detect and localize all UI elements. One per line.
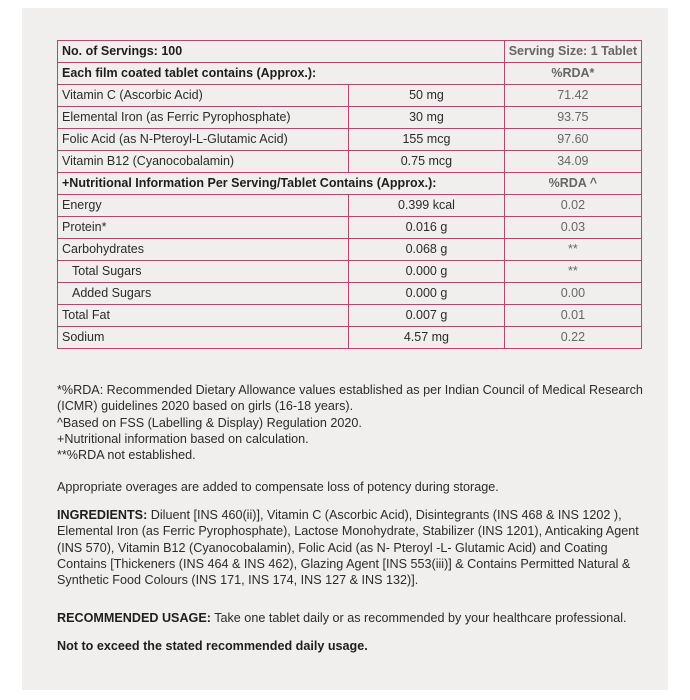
ingredients-line: Synthetic Food Colours (INS 171, INS 174, INS 127 & INS 132)]. [57,573,419,588]
nutrient-amount: 155 mcg [349,129,505,151]
nutrient-name: Carbohydrates [58,239,349,261]
footnote-calculation: +Nutritional information based on calculation. [57,431,309,446]
nutrient-amount: 0.000 g [349,261,505,283]
nutrient-rda: 97.60 [504,129,641,151]
nutrient-amount: 0.016 g [349,217,505,239]
overages-text: Appropriate overages are added to compensate loss of potency during storage. [57,480,499,494]
nutrient-name: Sodium [58,327,349,349]
nutrition-table [57,40,642,349]
table-header-row [58,41,642,63]
nutrient-name: Total Sugars [58,261,349,283]
nutrient-rda: 0.22 [504,327,641,349]
nutrient-rda: 0.03 [504,217,641,239]
nutrient-rda: 34.09 [504,151,641,173]
nutrient-amount: 0.007 g [349,305,505,327]
nutrient-rda: 93.75 [504,107,641,129]
usage-text: Take one tablet daily or as recommended by your healthcare professional. [210,611,627,625]
nutrient-rda: ** [504,261,641,283]
nutrient-amount: 4.57 mg [349,327,505,349]
nutrient-amount: 30 mg [349,107,505,129]
table-row [58,129,642,151]
nutrient-rda: 0.02 [504,195,641,217]
table-row [58,195,642,217]
usage-label: RECOMMENDED USAGE: [57,611,211,625]
nutrient-name: Elemental Iron (as Ferric Pyrophosphate) [58,107,349,129]
table-row [58,305,642,327]
usage-block [57,610,657,626]
nutrient-name: Folic Acid (as N-Pteroyl-L-Glutamic Acid) [58,129,349,151]
footnote-not-established: **%RDA not established. [57,448,196,463]
footnote-rda-line1: *%RDA: Recommended Dietary Allowance values established as per Indian Council of Medical Research [57,383,643,397]
ingredients-block [57,507,657,588]
footnotes [57,382,657,463]
nutrient-name: Protein* [58,217,349,239]
section2-header-row [58,173,642,195]
table-row [58,327,642,349]
serving-size-label: Serving Size: 1 Tablet [504,41,641,63]
section2-title: +Nutritional Information Per Serving/Tablet Contains (Approx.): [58,173,505,195]
ingredients-line: Diluent [INS 460(ii)], Vitamin C (Ascorbic Acid), Disintegrants (INS 468 & INS 1202 ), [147,508,622,522]
ingredients-line: (INS 570), Vitamin B12 (Cyanocobalamin), Folic Acid (as N- Pteroyl -L- Glutamic Acid) and Coating [57,540,608,555]
nutrient-amount: 50 mg [349,85,505,107]
section1-rda-header: %RDA* [504,63,641,85]
section1-header-row [58,63,642,85]
footnote-rda-line2: (ICMR) guidelines 2020 based on girls (16-18 years). [57,399,354,414]
table-row [58,239,642,261]
nutrient-rda: 0.00 [504,283,641,305]
section1-title: Each film coated tablet contains (Approx.): [58,63,505,85]
ingredients-label: INGREDIENTS: [57,508,148,522]
footnote-fss: ^Based on FSS (Labelling & Display) Regulation 2020. [57,415,362,430]
section2-rda-header: %RDA ^ [504,173,641,195]
nutrient-amount: 0.75 mcg [349,151,505,173]
nutrient-name: Energy [58,195,349,217]
ingredients-line: Contains [Thickeners (INS 464 & INS 462), Glazing Agent [INS 553(iii)] & Contains Permitted Natural & [57,556,631,571]
nutrient-rda: 0.01 [504,305,641,327]
usage-warning: Not to exceed the stated recommended daily usage. [57,639,368,653]
nutrient-rda: 71.42 [504,85,641,107]
nutrient-rda: ** [504,239,641,261]
table-row [58,85,642,107]
table-row [58,261,642,283]
table-row [58,107,642,129]
nutrient-name: Vitamin B12 (Cyanocobalamin) [58,151,349,173]
table-row [58,217,642,239]
nutrient-amount: 0.000 g [349,283,505,305]
ingredients-line: Elemental Iron (as Ferric Pyrophosphate), Lactose Monohydrate, Stabilizer (INS 1201), Anticaking Agent [57,524,639,539]
nutrient-name: Vitamin C (Ascorbic Acid) [58,85,349,107]
nutrient-name: Added Sugars [58,283,349,305]
nutrient-name: Total Fat [58,305,349,327]
nutrient-amount: 0.068 g [349,239,505,261]
table-row [58,283,642,305]
nutrient-amount: 0.399 kcal [349,195,505,217]
table-row [58,151,642,173]
servings-label: No. of Servings: 100 [58,41,505,63]
